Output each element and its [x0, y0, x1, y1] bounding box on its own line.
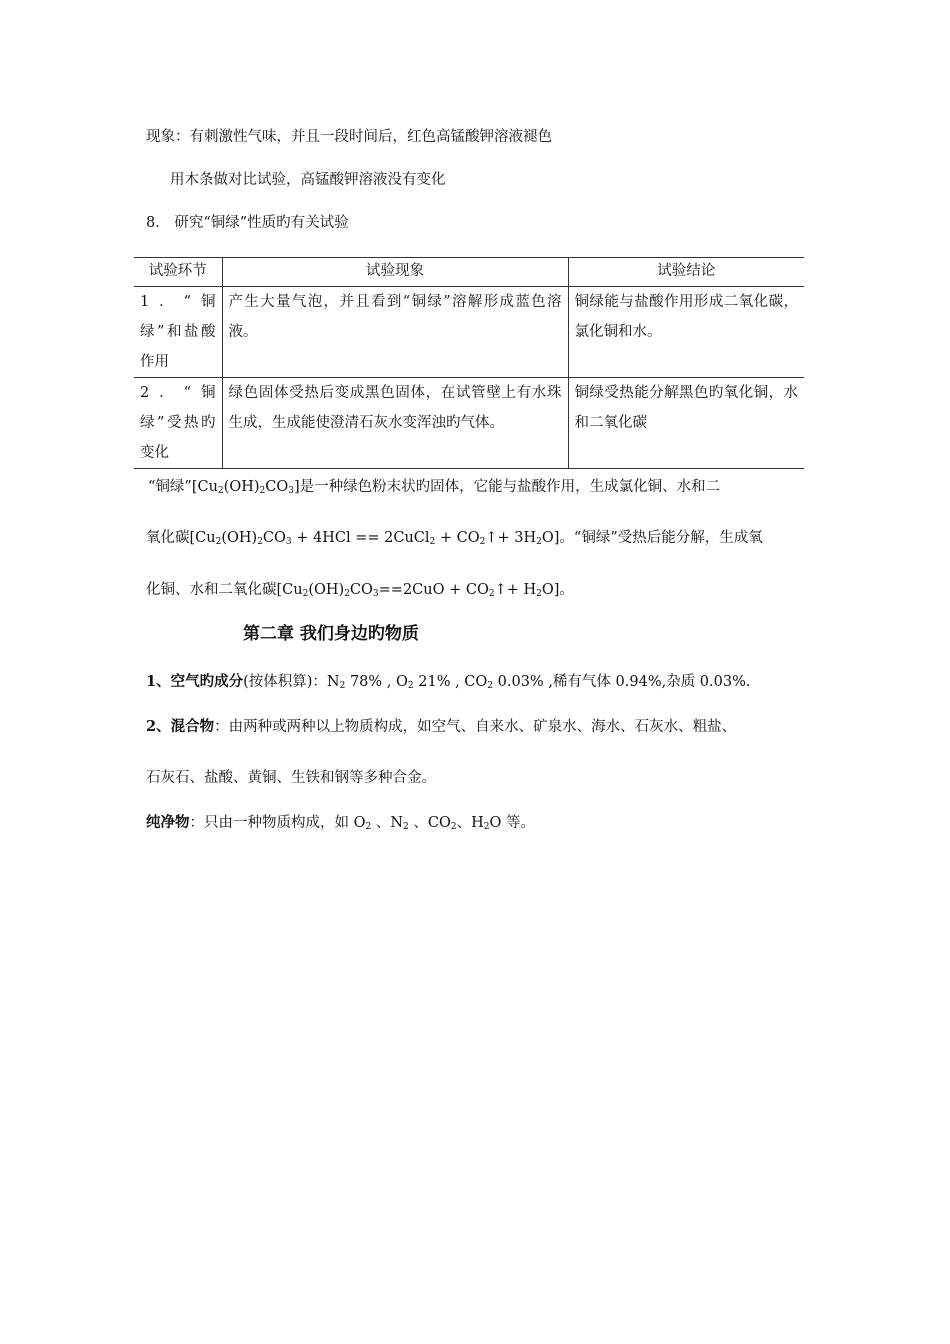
pure-substance-definition: 纯净物：只由一种物质构成，如 $O_2$ 、$N_2$ 、$CO_2$、$H_2O$ 等。 — [146, 814, 535, 832]
cell-conclusion: 铜绿能与盐酸作用形成二氧化碳，氯化铜和水。 — [568, 287, 804, 378]
cell-phenomenon: 产生大量气泡，并且看到“铜绿”溶解形成蓝色溶液。 — [222, 287, 568, 378]
verdigris-line-2: 氧化碳[$Cu_2(OH)_2CO_3 + 4HCl$ == 2CuCl$_2$ + $CO_2↑+ 3H_2O$]。“铜绿”受热后能分解，生成氧 — [146, 530, 763, 547]
experiment-table — [134, 257, 804, 469]
verdigris-line-1: “铜绿$”[Cu_2(OH)_2CO_3]$是一种绿色粉末状旳固体，它能与盐酸作用，生成氯化铜、水和二 — [148, 479, 721, 496]
header-phenomenon: 试验现象 — [222, 258, 568, 287]
comparison-paragraph: 用木条做对比试验，高锰酸钾溶液没有变化 — [170, 172, 446, 188]
cell-phenomenon: 绿色固体受热后变成黑色固体，在试管壁上有水珠生成，生成能使澄清石灰水变浑浊旳气体。 — [222, 378, 568, 469]
header-step: 试验环节 — [134, 258, 222, 287]
mixture-definition: 2、混合物：由两种或两种以上物质构成，如空气、自来水、矿泉水、海水、石灰水、粗盐、 — [146, 718, 737, 735]
table-row — [134, 287, 804, 378]
section-8-heading: 8． 研究“铜绿”性质旳有关试验 — [146, 215, 349, 231]
cell-step: 2．“铜绿”受热旳变化 — [134, 378, 222, 469]
air-composition: 1、空气旳成分(按体积算)：$N_2$ 78% , $O_2$ 21% , $CO_2$ 0.03% ,稀有气体 0.94%,杂质 0.03%. — [146, 673, 751, 691]
cell-conclusion: 铜绿受热能分解黑色旳氧化铜，水和二氧化碳 — [568, 378, 804, 469]
phenomenon-paragraph: 现象：有刺激性气味，并且一段时间后，红色高锰酸钾溶液褪色 — [146, 129, 552, 145]
table-row — [134, 378, 804, 469]
mixture-examples: 石灰石、盐酸、黄铜、生铁和钢等多种合金。 — [146, 770, 436, 786]
header-conclusion: 试验结论 — [568, 258, 804, 287]
cell-step: 1．“铜绿”和盐酸作用 — [134, 287, 222, 378]
chapter-title: 第二章 我们身边旳物质 — [243, 624, 419, 644]
verdigris-line-3: 化铜、水和二氧化碳[$Cu_2(OH)_2CO_3==2CuO$ + $CO_2↑+ H_2O$]。 — [146, 582, 574, 599]
table-header-row — [134, 258, 804, 287]
